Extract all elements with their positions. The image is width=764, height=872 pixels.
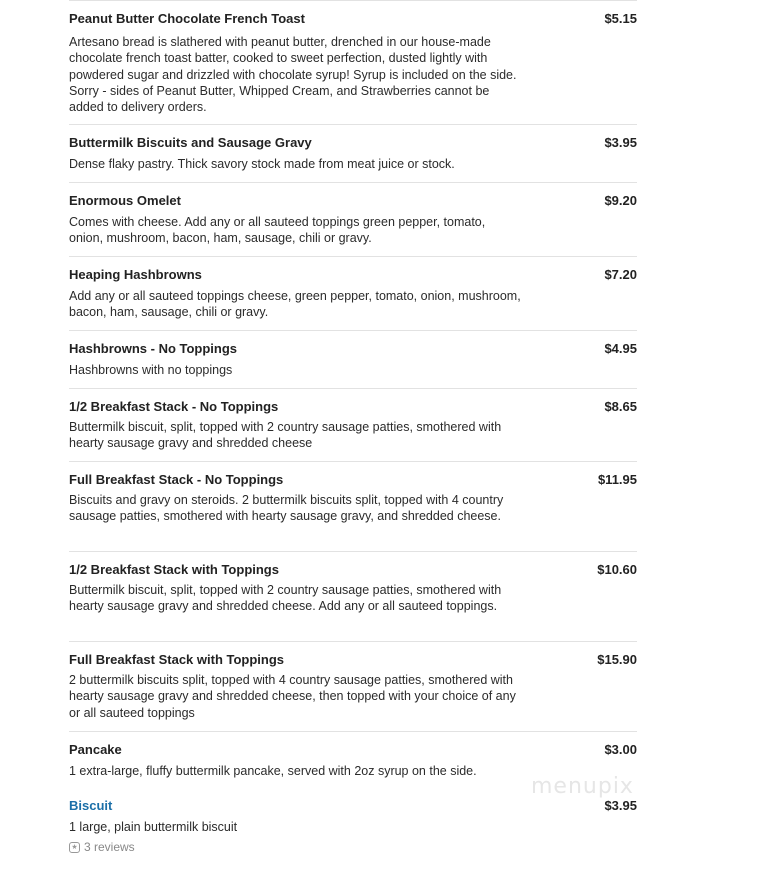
menu-item (69, 0, 637, 124)
item-description: Biscuits and gravy on steroids. 2 buttermilk biscuits split, topped with 4 country sausage patties, smothered with hearty sausage gravy, and shredded cheese. (69, 493, 504, 524)
item-description: Add any or all sauteed toppings cheese, green pepper, tomato, onion, mushroom, bacon, ham, sausage, chili or gravy. (69, 289, 521, 320)
reviews-count: 3 reviews (84, 840, 135, 854)
menu-item (69, 461, 637, 551)
item-price: $5.15 (604, 11, 637, 26)
menu-item (69, 182, 637, 256)
item-name: Buttermilk Biscuits and Sausage Gravy (69, 135, 312, 150)
item-description: Dense flaky pastry. Thick savory stock made from meat juice or stock. (69, 157, 455, 171)
item-price: $4.95 (604, 341, 637, 356)
item-name: Enormous Omelet (69, 193, 181, 208)
reviews-link[interactable] (69, 840, 135, 854)
item-name: 1/2 Breakfast Stack - No Toppings (69, 399, 279, 414)
menu-item (69, 124, 637, 182)
item-price: $7.20 (604, 267, 637, 282)
item-name-link[interactable]: Biscuit (69, 798, 113, 813)
item-description: Comes with cheese. Add any or all sauteed toppings green pepper, tomato, onion, mushroom, bacon, ham, sausage, chili or gravy. (69, 215, 486, 246)
menu-list (69, 0, 637, 869)
item-price: $9.20 (604, 193, 637, 208)
item-description: 1 extra-large, fluffy buttermilk pancake, served with 2oz syrup on the side. (69, 764, 477, 778)
item-name: Hashbrowns - No Toppings (69, 341, 238, 356)
item-price: $15.90 (597, 652, 637, 667)
menu-item (69, 256, 637, 330)
item-price: $11.95 (597, 472, 637, 487)
item-description: 2 buttermilk biscuits split, topped with 4 country sausage patties, smothered with hearty sausage gravy and shredded cheese, then topped with your choice of any or all sauteed toppings (69, 673, 516, 720)
item-price: $3.00 (604, 742, 637, 757)
menu-item (69, 388, 637, 461)
item-name: Full Breakfast Stack with Toppings (69, 652, 285, 667)
item-name: Pancake (69, 742, 122, 757)
item-description: Buttermilk biscuit, split, topped with 2 country sausage patties, smothered with hearty sausage gravy and shredded cheese (69, 420, 502, 451)
item-price: $8.65 (604, 399, 637, 414)
item-name: Heaping Hashbrowns (69, 267, 202, 282)
item-name: Peanut Butter Chocolate French Toast (69, 11, 305, 26)
menu-item (69, 330, 637, 388)
review-icon: ★ (69, 842, 80, 853)
menu-item (69, 789, 637, 869)
item-description: Hashbrowns with no toppings (69, 363, 233, 377)
item-price: $3.95 (604, 135, 637, 150)
item-name: 1/2 Breakfast Stack with Toppings (69, 562, 279, 577)
item-description: Buttermilk biscuit, split, topped with 2 country sausage patties, smothered with hearty sausage gravy and shredded cheese. Add any or all sauteed toppings. (69, 583, 502, 614)
item-description: Artesano bread is slathered with peanut butter, drenched in our house-made chocolate french toast batter, cooked to sweet perfection, dusted lightly with powdered sugar and drizzled with chocolate syrup! Syrup is included on the side. Sorry - sides of Peanut Butter, Whipped Cream, and Strawberries cannot be added to delivery orders. (69, 35, 517, 115)
menu-item (69, 551, 637, 641)
item-description: 1 large, plain buttermilk biscuit (69, 820, 238, 834)
menu-item (69, 641, 637, 731)
item-price: $3.95 (604, 798, 637, 813)
item-price: $10.60 (597, 562, 637, 577)
watermark-logo: menupix (531, 774, 634, 799)
item-name: Full Breakfast Stack - No Toppings (69, 472, 284, 487)
